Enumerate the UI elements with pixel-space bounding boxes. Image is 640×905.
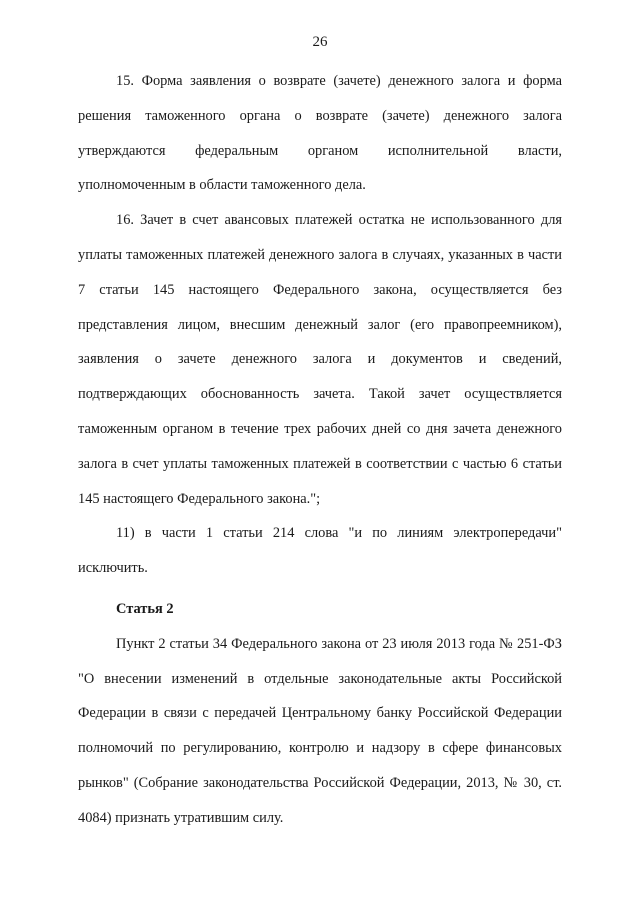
paragraph-15: 15. Форма заявления о возврате (зачете) денежного залога и форма решения таможенного органа о возврате (зачете) денежного залога утверждаются федеральным органом исполнительной власти, уполномоченным в области таможенного дела. [78,73,562,194]
page-number: 26 [312,34,328,50]
article-2-paragraph: Пункт 2 статьи 34 Федерального закона от 23 июля 2013 года № 251-ФЗ "О внесении изменений в отдельные законодательные акты Российской Федерации в связи с передачей Центральному банку Российской Федерации полномочий по регулированию, контролю и надзору в сфере финансовых рынков" (Собрание законодательства Российской Федерации, 2013, № 30, ст. 4084) признать утратившим силу. [78,635,562,826]
document-body [78,64,562,836]
paragraph-11: 11) в части 1 статьи 214 слова "и по линиям электропередачи" исключить. [78,525,562,577]
article-heading: Статья 2 [116,600,174,617]
paragraph-16: 16. Зачет в счет авансовых платежей остатка не использованного для уплаты таможенных платежей денежного залога в случаях, указанных в части 7 статьи 145 настоящего Федерального закона, осуществляется без представления лицом, внесшим денежный залог (его правопреемником), заявления о зачете денежного залога и документов и сведений, подтверждающих обоснованность зачета. Такой зачет осуществляется таможенным органом в течение трех рабочих дней со дня зачета денежного залога в счет уплаты таможенных платежей в соответствии с частью 6 статьи 145 настоящего Федерального закона."; [78,212,562,507]
